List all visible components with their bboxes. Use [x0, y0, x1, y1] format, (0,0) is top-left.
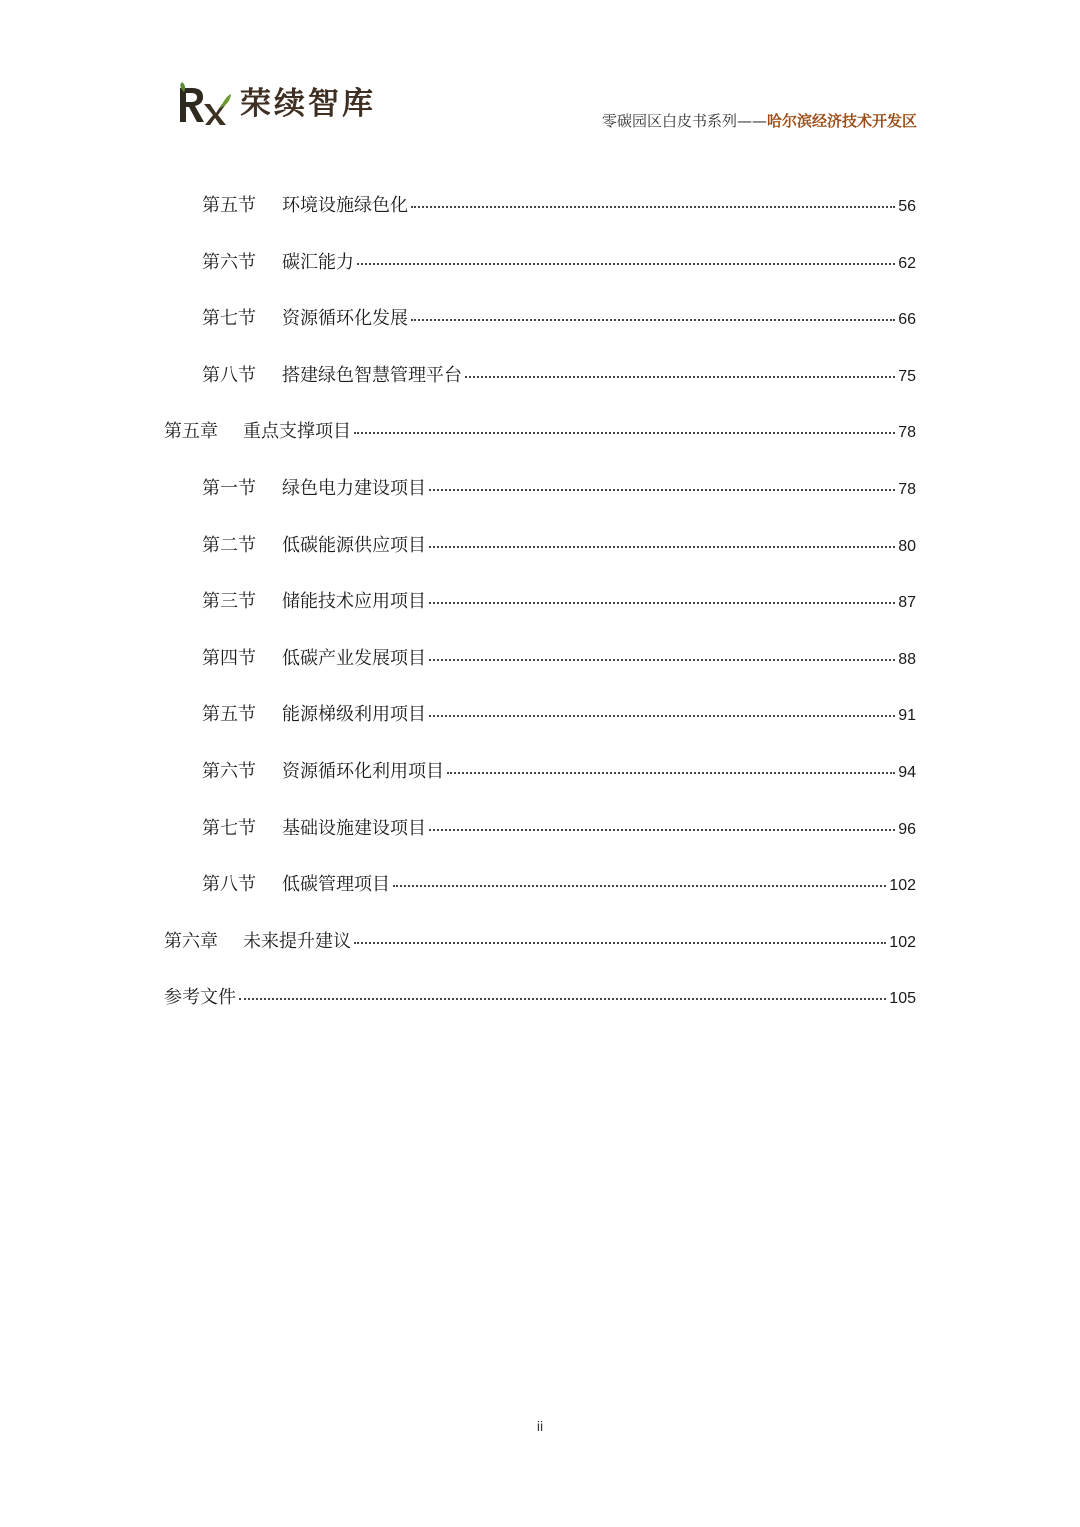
page-number: ii	[536, 1418, 544, 1434]
toc-entry-page: 88	[898, 650, 916, 668]
dot-leader	[465, 376, 895, 378]
dot-leader	[393, 885, 886, 887]
toc-entry-title: 参考文件	[164, 987, 236, 1009]
toc-entry-label	[202, 693, 426, 737]
toc-entry-number: 第二节	[202, 534, 256, 556]
dot-leader	[429, 546, 895, 548]
dot-leader	[357, 263, 895, 265]
toc-entry-title: 重点支撑项目	[243, 421, 351, 443]
toc-entry-label	[202, 863, 390, 907]
toc-entry-page: 105	[889, 990, 916, 1008]
toc-entry-label	[202, 354, 462, 398]
dot-leader	[429, 489, 895, 491]
dot-leader	[447, 772, 895, 774]
toc-chapter-entry[interactable]	[164, 976, 916, 1033]
dot-leader	[411, 319, 895, 321]
toc-entry-page: 75	[898, 367, 916, 385]
toc-entry-page: 102	[889, 877, 916, 895]
dot-leader	[429, 659, 895, 661]
toc-entry-label	[202, 241, 354, 285]
toc-entry-title: 低碳产业发展项目	[282, 647, 426, 669]
logo-text: 荣续智库	[240, 86, 376, 122]
toc-section-entry[interactable]	[164, 750, 916, 807]
toc-entry-page: 78	[898, 480, 916, 498]
toc-entry-label	[202, 524, 426, 568]
toc-entry-number: 第七节	[202, 308, 256, 330]
toc-entry-label	[164, 410, 351, 454]
toc-chapter-entry[interactable]	[164, 920, 916, 977]
toc-entry-title: 碳汇能力	[282, 251, 354, 273]
toc-entry-title: 储能技术应用项目	[282, 591, 426, 613]
toc-chapter-entry[interactable]	[164, 410, 916, 467]
dot-leader	[429, 829, 895, 831]
toc-entry-number: 第六节	[202, 760, 256, 782]
toc-section-entry[interactable]	[164, 184, 916, 241]
toc-section-entry[interactable]	[164, 241, 916, 298]
rx-leaf-logo-icon	[176, 82, 232, 126]
toc-entry-number: 第八节	[202, 874, 256, 896]
toc-entry-title: 未来提升建议	[243, 930, 351, 952]
toc-entry-title: 低碳能源供应项目	[282, 534, 426, 556]
page-header	[0, 0, 1080, 150]
toc-entry-label	[202, 580, 426, 624]
toc-entry-page: 78	[898, 424, 916, 442]
dot-leader	[429, 602, 895, 604]
toc-section-entry[interactable]	[164, 354, 916, 411]
toc-entry-label	[202, 807, 426, 851]
toc-entry-page: 94	[898, 763, 916, 781]
toc-entry-number: 第六节	[202, 251, 256, 273]
toc-entry-page: 80	[898, 537, 916, 555]
toc-section-entry[interactable]	[164, 580, 916, 637]
dot-leader	[429, 715, 895, 717]
toc-entry-title: 资源循环化发展	[282, 308, 408, 330]
toc-entry-title: 低碳管理项目	[282, 874, 390, 896]
toc-entry-number: 第四节	[202, 647, 256, 669]
toc-entry-title: 基础设施建设项目	[282, 817, 426, 839]
toc-entry-label	[202, 297, 408, 341]
dot-leader	[354, 432, 895, 434]
toc-section-entry[interactable]	[164, 524, 916, 581]
toc-entry-title: 能源梯级利用项目	[282, 704, 426, 726]
toc-entry-label	[164, 976, 236, 1020]
toc-entry-number: 第五节	[202, 704, 256, 726]
dot-leader	[354, 942, 886, 944]
toc-entry-number: 第六章	[164, 930, 218, 952]
toc-section-entry[interactable]	[164, 297, 916, 354]
dot-leader	[239, 998, 886, 1000]
toc-entry-label	[164, 920, 351, 964]
toc-entry-number: 第七节	[202, 817, 256, 839]
series-prefix: 零碳园区白皮书系列——	[601, 112, 767, 130]
toc-entry-title: 绿色电力建设项目	[282, 477, 426, 499]
toc-section-entry[interactable]	[164, 467, 916, 524]
toc-entry-label	[202, 467, 426, 511]
toc-entry-number: 第八节	[202, 364, 256, 386]
toc-entry-page: 102	[889, 933, 916, 951]
toc-entry-page: 91	[898, 707, 916, 725]
toc-entry-number: 第五节	[202, 195, 256, 216]
toc-entry-title: 环境设施绿色化	[282, 195, 408, 216]
toc-entry-number: 第三节	[202, 591, 256, 613]
toc-section-entry[interactable]	[164, 863, 916, 920]
toc-entry-number: 第五章	[164, 421, 218, 443]
toc-entry-page: 87	[898, 594, 916, 612]
toc-entry-label	[202, 184, 408, 228]
toc-section-entry[interactable]	[164, 807, 916, 864]
series-place: 哈尔滨经济技术开发区	[766, 112, 917, 130]
toc-entry-page: 56	[898, 198, 916, 215]
toc-entry-label	[202, 750, 444, 794]
toc-section-entry[interactable]	[164, 637, 916, 694]
dot-leader	[411, 206, 895, 208]
toc-entry-number: 第一节	[202, 477, 256, 499]
toc-entry-page: 62	[898, 254, 916, 272]
toc-entry-page: 66	[898, 311, 916, 329]
toc-entry-page: 96	[898, 820, 916, 838]
table-of-contents	[164, 184, 916, 1033]
toc-section-entry[interactable]	[164, 693, 916, 750]
toc-entry-label	[202, 637, 426, 681]
series-title	[602, 110, 917, 132]
toc-entry-title: 搭建绿色智慧管理平台	[282, 364, 462, 386]
logo	[176, 80, 376, 128]
toc-entry-title: 资源循环化利用项目	[282, 760, 444, 782]
